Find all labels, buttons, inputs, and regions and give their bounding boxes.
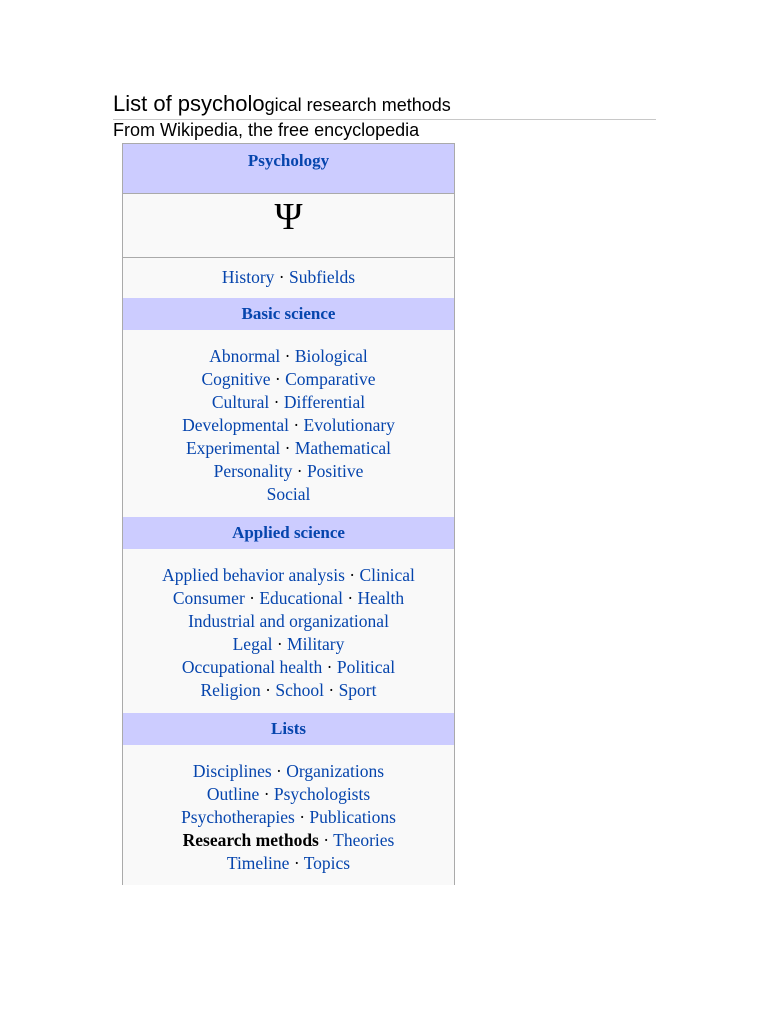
link-cognitive[interactable]: Cognitive [201, 369, 271, 389]
link-military[interactable]: Military [287, 634, 345, 654]
link-industrial-and-organizational[interactable]: Industrial and organizational [188, 611, 389, 631]
link-consumer[interactable]: Consumer [172, 588, 245, 608]
link-comparative[interactable]: Comparative [285, 369, 376, 389]
link-row [123, 460, 454, 483]
link-occupational-health[interactable]: Occupational health [181, 657, 323, 677]
link-topics[interactable]: Topics [303, 853, 351, 873]
link-row [123, 829, 454, 852]
psychology-infobox [122, 143, 455, 885]
link-row [123, 587, 454, 610]
link-row [123, 391, 454, 414]
link-row [123, 656, 454, 679]
lists-links [123, 745, 454, 919]
separator: · [269, 392, 284, 412]
link-religion[interactable]: Religion [200, 680, 261, 700]
separator: · [294, 807, 310, 827]
separator: · [259, 784, 274, 804]
link-positive[interactable]: Positive [306, 461, 364, 481]
page-title-part-1: List of psycholo [113, 91, 265, 116]
link-applied-behavior-analysis[interactable]: Applied behavior analysis [162, 565, 345, 585]
separator: · [244, 588, 260, 608]
link-differential[interactable]: Differential [283, 392, 366, 412]
section-heading-basic-science[interactable] [123, 298, 454, 330]
link-personality[interactable]: Personality [213, 461, 293, 481]
separator: · [342, 588, 358, 608]
separator: · [292, 461, 307, 481]
separator: · [344, 565, 360, 585]
separator: · [270, 369, 286, 389]
link-mathematical[interactable]: Mathematical [294, 438, 392, 458]
link-disciplines[interactable]: Disciplines [192, 761, 272, 781]
link-political[interactable]: Political [336, 657, 396, 677]
link-row [123, 437, 454, 460]
infobox-header-link[interactable]: Psychology [247, 151, 330, 170]
separator: · [272, 634, 288, 654]
link-row [123, 345, 454, 368]
link-evolutionary[interactable]: Evolutionary [303, 415, 395, 435]
link-subfields[interactable]: Subfields [288, 267, 356, 287]
separator: · [322, 657, 337, 677]
link-outline[interactable]: Outline [206, 784, 260, 804]
link-row [123, 806, 454, 829]
separator: · [271, 761, 287, 781]
separator: · [289, 853, 304, 873]
separator: · [323, 680, 339, 700]
infobox-header[interactable] [123, 144, 454, 194]
separator: · [280, 346, 295, 366]
link-theories[interactable]: Theories [333, 830, 395, 850]
page-title [113, 91, 451, 117]
separator: · [274, 267, 289, 287]
link-row [123, 483, 454, 506]
link-row [123, 610, 454, 633]
link-timeline[interactable]: Timeline [226, 853, 290, 873]
link-row [123, 783, 454, 806]
link-cultural[interactable]: Cultural [211, 392, 270, 412]
link-psychotherapies[interactable]: Psychotherapies [181, 807, 295, 827]
section-heading-applied-science[interactable] [123, 517, 454, 549]
link-psychologists[interactable]: Psychologists [273, 784, 371, 804]
separator: · [318, 830, 334, 850]
section-heading-label[interactable]: Lists [271, 719, 306, 738]
link-abnormal[interactable]: Abnormal [209, 346, 281, 366]
link-educational[interactable]: Educational [259, 588, 343, 608]
link-health[interactable]: Health [357, 588, 405, 608]
link-row [123, 564, 454, 587]
separator: · [280, 438, 295, 458]
link-legal[interactable]: Legal [232, 634, 273, 654]
separator: · [288, 415, 304, 435]
link-row [123, 852, 454, 875]
link-biological[interactable]: Biological [294, 346, 368, 366]
section-heading-lists[interactable] [123, 713, 454, 745]
section-heading-label[interactable]: Basic science [241, 304, 336, 323]
psi-symbol: Ψ [123, 194, 454, 258]
link-publications[interactable]: Publications [309, 807, 396, 827]
separator: · [260, 680, 276, 700]
basic-science-links [123, 330, 454, 517]
link-row [123, 679, 454, 702]
link-row [123, 368, 454, 391]
page-title-part-2: gical research methods [264, 95, 451, 115]
link-school[interactable]: School [275, 680, 324, 700]
current-page-research-methods: Research methods [182, 830, 319, 850]
applied-science-links [123, 549, 454, 713]
link-row [123, 633, 454, 656]
history-links [123, 258, 454, 298]
link-organizations[interactable]: Organizations [286, 761, 385, 781]
link-clinical[interactable]: Clinical [359, 565, 415, 585]
section-heading-label[interactable]: Applied science [232, 523, 345, 542]
link-row [123, 760, 454, 783]
page-title-row [113, 91, 656, 120]
link-social[interactable]: Social [266, 484, 311, 504]
link-row [123, 414, 454, 437]
link-sport[interactable]: Sport [338, 680, 377, 700]
tagline: From Wikipedia, the free encyclopedia [113, 120, 420, 140]
link-developmental[interactable]: Developmental [182, 415, 289, 435]
link-history[interactable]: History [221, 267, 275, 287]
link-experimental[interactable]: Experimental [185, 438, 281, 458]
